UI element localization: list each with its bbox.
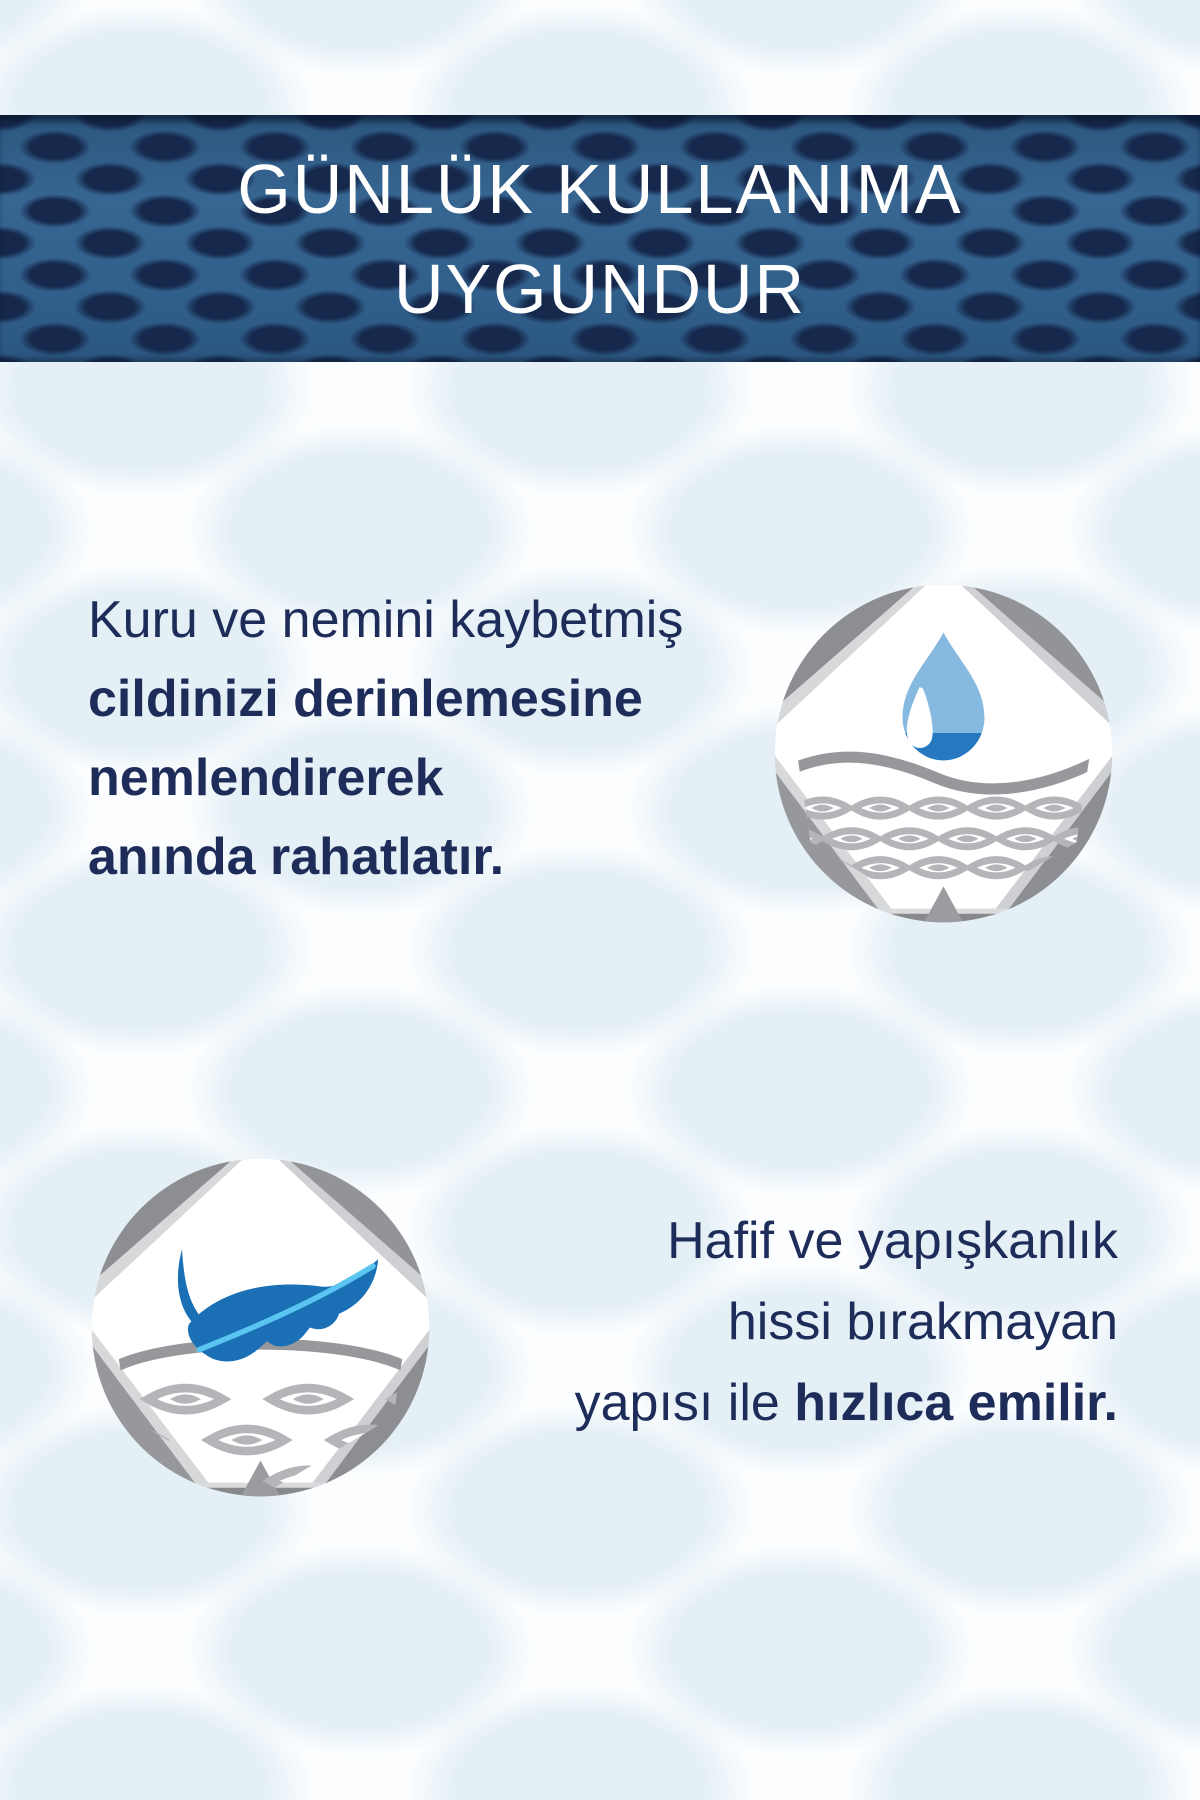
badge-ring (773, 583, 1114, 924)
absorb-line3 (575, 1363, 1118, 1444)
header-title (237, 139, 962, 339)
moisture-line4: anında rahatlatır. (88, 828, 505, 886)
moisture-line3: nemlendirerek (88, 749, 444, 807)
moisture-line2: cildinizi derinlemesine (88, 670, 643, 728)
absorb-line1: Hafif ve yapışkanlık (667, 1212, 1118, 1270)
header-title-line2: UYGUNDUR (393, 249, 807, 328)
absorb-line2: hissi bırakmayan (727, 1293, 1118, 1351)
moisture-line1: Kuru ve nemini kaybetmiş (88, 591, 684, 649)
absorb-line3-bold: hızlıca emilir. (794, 1374, 1118, 1432)
feather-over-skin-layer-icon (90, 1157, 431, 1498)
badge-ring (90, 1157, 431, 1498)
absorb-badge-svg (90, 1157, 431, 1498)
absorb-line3-regular: yapısı ile (574, 1374, 795, 1432)
header-title-line1: GÜNLÜK KULLANIMA (237, 149, 963, 228)
header-banner (0, 115, 1200, 362)
absorb-text-block (575, 1201, 1118, 1444)
moisture-text-block (88, 581, 683, 897)
water-drop-over-skin-layer-icon (773, 583, 1114, 924)
moisture-badge-svg (773, 583, 1114, 924)
